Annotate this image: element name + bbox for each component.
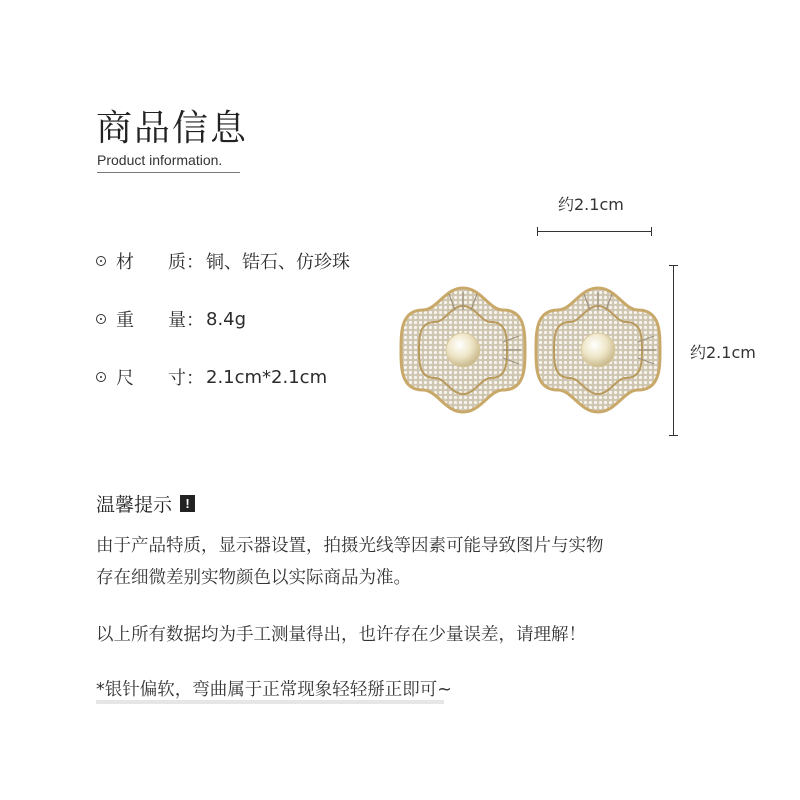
spec-material [96, 248, 350, 274]
bullet-icon [96, 372, 106, 382]
spec-key-first: 尺 [116, 368, 134, 389]
exclamation-icon: ! [180, 495, 195, 512]
width-dimension-line [537, 231, 652, 232]
earring-left [401, 288, 525, 412]
tips-line-4: *银针偏软，弯曲属于正常现象轻轻掰正即可~ [96, 680, 452, 700]
earrings-product-image [395, 270, 670, 430]
spec-key-second: 量 [168, 310, 186, 331]
page-title: 商品信息 [96, 108, 249, 149]
bullet-icon [96, 256, 106, 266]
tips-line-2: 存在细微差别实物颜色以实际商品为准。 [96, 568, 411, 588]
tips-heading [96, 490, 195, 517]
tips-line-3: 以上所有数据均为手工测量得出，也许存在少量误差，请理解！ [96, 625, 586, 645]
height-dimension-label: 约2.1cm [690, 343, 756, 362]
width-dimension-label: 约2.1cm [558, 195, 624, 214]
tips-line-1: 由于产品特质，显示器设置，拍摄光线等因素可能导致图片与实物 [96, 536, 604, 556]
spec-weight [96, 306, 246, 332]
bullet-icon [96, 314, 106, 324]
earring-right [536, 288, 660, 412]
spec-value: 铜、锆石、仿珍珠 [206, 252, 350, 273]
spec-value: 2.1cm*2.1cm [206, 366, 328, 388]
spec-colon: ： [186, 368, 204, 389]
page-subtitle: Product information. [97, 152, 240, 173]
spec-key-second: 质 [168, 252, 186, 273]
spec-size [96, 364, 327, 390]
tips-title: 温馨提示 [96, 494, 173, 516]
spec-key-first: 材 [116, 252, 134, 273]
spec-colon: ： [186, 252, 204, 273]
spec-value: 8.4g [206, 308, 247, 330]
spec-key-first: 重 [116, 310, 134, 331]
spec-key-second: 寸 [168, 368, 186, 389]
spec-colon: ： [186, 310, 204, 331]
height-dimension-line [673, 265, 674, 436]
